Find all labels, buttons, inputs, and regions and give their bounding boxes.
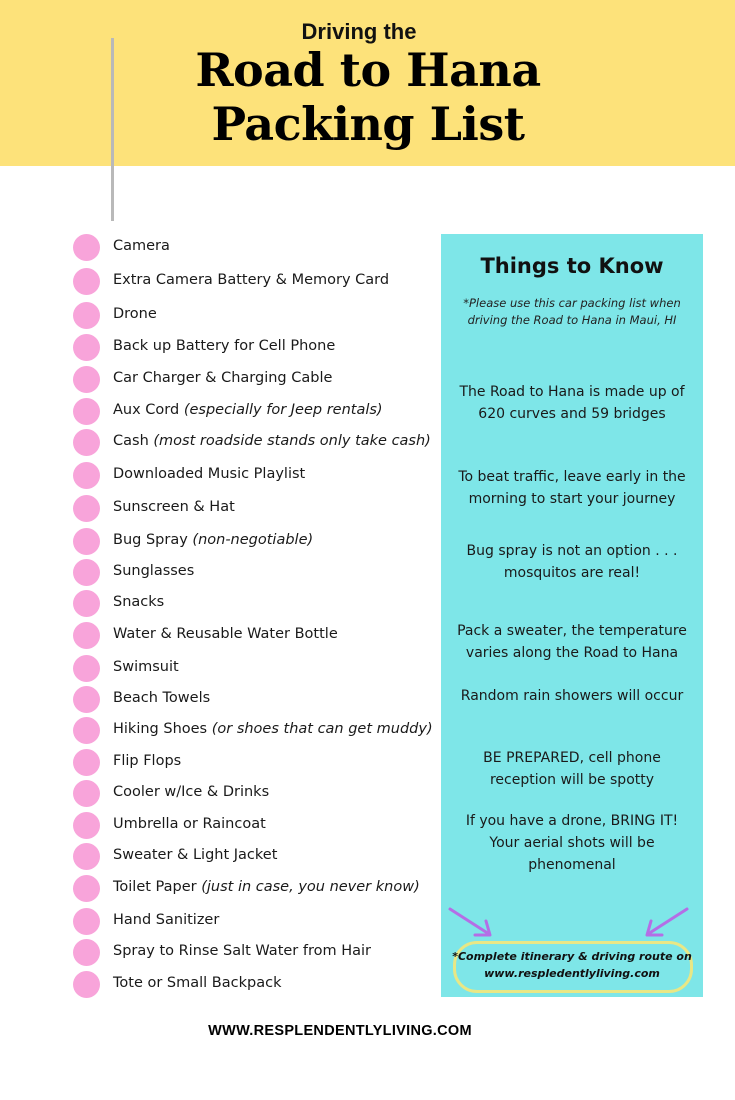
checklist-item-label: Water & Reusable Water Bottle bbox=[113, 626, 338, 642]
checklist-item-label: Beach Towels bbox=[113, 690, 211, 706]
tip-item bbox=[449, 810, 695, 876]
checklist-item bbox=[73, 559, 433, 587]
tip-line: varies along the Road to Hana bbox=[465, 645, 679, 661]
checklist-item-text bbox=[113, 816, 266, 832]
checklist-item-text bbox=[113, 402, 383, 418]
checklist-item-text bbox=[113, 721, 433, 737]
header-title-line2: Packing List bbox=[211, 97, 525, 151]
checklist-bullet-dot bbox=[73, 780, 100, 807]
things-to-know-panel bbox=[441, 234, 703, 997]
checklist-bullet-dot bbox=[73, 429, 100, 456]
checklist-bullet-dot bbox=[73, 268, 100, 295]
panel-title: Things to Know bbox=[480, 254, 664, 278]
tip-item bbox=[449, 466, 695, 510]
checklist-item-label: Toilet Paper bbox=[113, 879, 202, 895]
tip-line: mosquitos are real! bbox=[503, 565, 641, 581]
checklist-item-text bbox=[113, 943, 371, 959]
header-title-line1: Road to Hana bbox=[195, 43, 541, 97]
checklist-item-text bbox=[113, 912, 219, 928]
footer-website[interactable]: WWW.RESPLENDENTLYLIVING.COM bbox=[208, 1023, 472, 1039]
checklist-item-label: Snacks bbox=[113, 594, 165, 610]
checklist-item-note: (non-negotiable) bbox=[192, 532, 314, 548]
checklist-bullet-dot bbox=[73, 686, 100, 713]
checklist-item-label: Flip Flops bbox=[113, 753, 182, 769]
checklist-item-label: Aux Cord bbox=[113, 402, 184, 418]
checklist-item bbox=[73, 398, 433, 426]
checklist-bullet-dot bbox=[73, 528, 100, 555]
tip-line: If you have a drone, BRING IT! bbox=[465, 813, 679, 829]
panel-subtitle-line2: driving the Road to Hana in Maui, HI bbox=[467, 313, 677, 327]
tip-line: morning to start your journey bbox=[468, 491, 676, 507]
checklist-bullet-dot bbox=[73, 655, 100, 682]
checklist-bullet-dot bbox=[73, 398, 100, 425]
checklist-item-label: Hand Sanitizer bbox=[113, 912, 220, 928]
tip-line: The Road to Hana is made up of bbox=[459, 384, 685, 400]
checklist-bullet-dot bbox=[73, 302, 100, 329]
checklist-item bbox=[73, 622, 433, 650]
checklist-item-text bbox=[113, 879, 420, 895]
checklist-item-label: Back up Battery for Cell Phone bbox=[113, 338, 336, 354]
panel-subtitle bbox=[441, 295, 703, 329]
checklist-bullet-dot bbox=[73, 908, 100, 935]
checklist-item-label: Car Charger & Charging Cable bbox=[113, 370, 333, 386]
checklist-item-text bbox=[113, 659, 179, 675]
checklist-item bbox=[73, 971, 433, 999]
checklist-item-label: Cooler w/Ice & Drinks bbox=[113, 784, 270, 800]
tip-item bbox=[449, 685, 695, 707]
checklist-item bbox=[73, 590, 433, 618]
checklist-item-note: (most roadside stands only take cash) bbox=[153, 433, 431, 449]
header-pretitle: Driving the bbox=[301, 19, 417, 44]
checklist-item bbox=[73, 875, 433, 903]
tip-line: reception will be spotty bbox=[489, 772, 655, 788]
checklist-bullet-dot bbox=[73, 812, 100, 839]
checklist-bullet-dot bbox=[73, 843, 100, 870]
checklist-bullet-dot bbox=[73, 559, 100, 586]
tip-item bbox=[449, 747, 695, 791]
checklist-item-text bbox=[113, 499, 235, 515]
checklist-bullet-dot bbox=[73, 717, 100, 744]
checklist-item-label: Cash bbox=[113, 433, 154, 449]
checklist-item bbox=[73, 429, 433, 457]
checklist-item-label: Extra Camera Battery & Memory Card bbox=[113, 272, 390, 288]
tip-line: Pack a sweater, the temperature bbox=[457, 623, 687, 639]
cta-line1: *Complete itinerary & driving route on bbox=[452, 950, 692, 963]
checklist-item bbox=[73, 366, 433, 394]
checklist-item bbox=[73, 495, 433, 523]
checklist-item-text bbox=[113, 847, 277, 863]
checklist-item-text bbox=[113, 975, 281, 991]
panel-subtitle-line1: *Please use this car packing list when bbox=[463, 296, 681, 310]
checklist-item-text bbox=[113, 433, 431, 449]
checklist-item bbox=[73, 812, 433, 840]
checklist-bullet-dot bbox=[73, 749, 100, 776]
checklist-item-text bbox=[113, 238, 170, 254]
cta-note[interactable] bbox=[441, 948, 703, 982]
checklist-item-text bbox=[113, 563, 194, 579]
checklist-item bbox=[73, 268, 433, 296]
checklist-item bbox=[73, 528, 433, 556]
cta-website-link[interactable]: www.respledentlyliving.com bbox=[484, 967, 660, 980]
checklist-bullet-dot bbox=[73, 234, 100, 261]
checklist-item-label: Tote or Small Backpack bbox=[113, 975, 282, 991]
checklist-item-label: Sweater & Light Jacket bbox=[113, 847, 278, 863]
checklist-item-text bbox=[113, 338, 335, 354]
checklist-item-text bbox=[113, 753, 181, 769]
checklist-item-label: Bug Spray bbox=[113, 532, 193, 548]
checklist-item-label: Hiking Shoes bbox=[113, 721, 212, 737]
tip-line: phenomenal bbox=[528, 857, 616, 873]
checklist-item-text bbox=[113, 272, 389, 288]
right-arrow-icon bbox=[639, 906, 691, 942]
checklist-item-label: Camera bbox=[113, 238, 170, 254]
checklist-item-text bbox=[113, 594, 164, 610]
checklist-item-label: Spray to Rinse Salt Water from Hair bbox=[113, 943, 372, 959]
tip-item bbox=[449, 381, 695, 425]
checklist-item bbox=[73, 234, 433, 262]
tip-line: To beat traffic, leave early in the bbox=[458, 469, 686, 485]
checklist-item bbox=[73, 749, 433, 777]
checklist-bullet-dot bbox=[73, 875, 100, 902]
checklist-item bbox=[73, 334, 433, 362]
checklist-item-label: Swimsuit bbox=[113, 659, 179, 675]
left-arrow-icon bbox=[447, 906, 497, 942]
checklist-item bbox=[73, 939, 433, 967]
checklist-item-label: Downloaded Music Playlist bbox=[113, 466, 306, 482]
checklist-item bbox=[73, 717, 433, 745]
checklist-item-text bbox=[113, 626, 338, 642]
checklist-bullet-dot bbox=[73, 366, 100, 393]
checklist-item-label: Drone bbox=[113, 306, 157, 322]
checklist-item-text bbox=[113, 370, 332, 386]
checklist-item bbox=[73, 908, 433, 936]
checklist-item-text bbox=[113, 690, 210, 706]
checklist-item-text bbox=[113, 784, 269, 800]
checklist-item-text bbox=[113, 306, 157, 322]
checklist-item bbox=[73, 780, 433, 808]
checklist-item-label: Sunglasses bbox=[113, 563, 195, 579]
checklist-bullet-dot bbox=[73, 495, 100, 522]
tip-line: 620 curves and 59 bridges bbox=[478, 406, 666, 422]
checklist-bullet-dot bbox=[73, 590, 100, 617]
tip-line: Random rain showers will occur bbox=[460, 688, 684, 704]
checklist-bullet-dot bbox=[73, 971, 100, 998]
tip-line: BE PREPARED, cell phone bbox=[483, 750, 661, 766]
checklist-item-note: (or shoes that can get muddy) bbox=[211, 721, 433, 737]
checklist-item-label: Sunscreen & Hat bbox=[113, 499, 235, 515]
checklist-item-note: (just in case, you never know) bbox=[201, 879, 420, 895]
checklist-bullet-dot bbox=[73, 622, 100, 649]
checklist-item bbox=[73, 686, 433, 714]
tip-item bbox=[449, 620, 695, 664]
checklist-item bbox=[73, 302, 433, 330]
tip-line: Your aerial shots will be bbox=[489, 835, 655, 851]
checklist-item bbox=[73, 843, 433, 871]
checklist-item-text bbox=[113, 532, 313, 548]
checklist-item-label: Umbrella or Raincoat bbox=[113, 816, 266, 832]
vertical-divider bbox=[111, 38, 114, 221]
checklist-bullet-dot bbox=[73, 462, 100, 489]
checklist-item-text bbox=[113, 466, 305, 482]
checklist-bullet-dot bbox=[73, 334, 100, 361]
checklist-item bbox=[73, 655, 433, 683]
checklist-bullet-dot bbox=[73, 939, 100, 966]
checklist-item bbox=[73, 462, 433, 490]
checklist-item-note: (especially for Jeep rentals) bbox=[183, 402, 383, 418]
tip-item bbox=[449, 540, 695, 584]
tip-line: Bug spray is not an option . . . bbox=[466, 543, 678, 559]
